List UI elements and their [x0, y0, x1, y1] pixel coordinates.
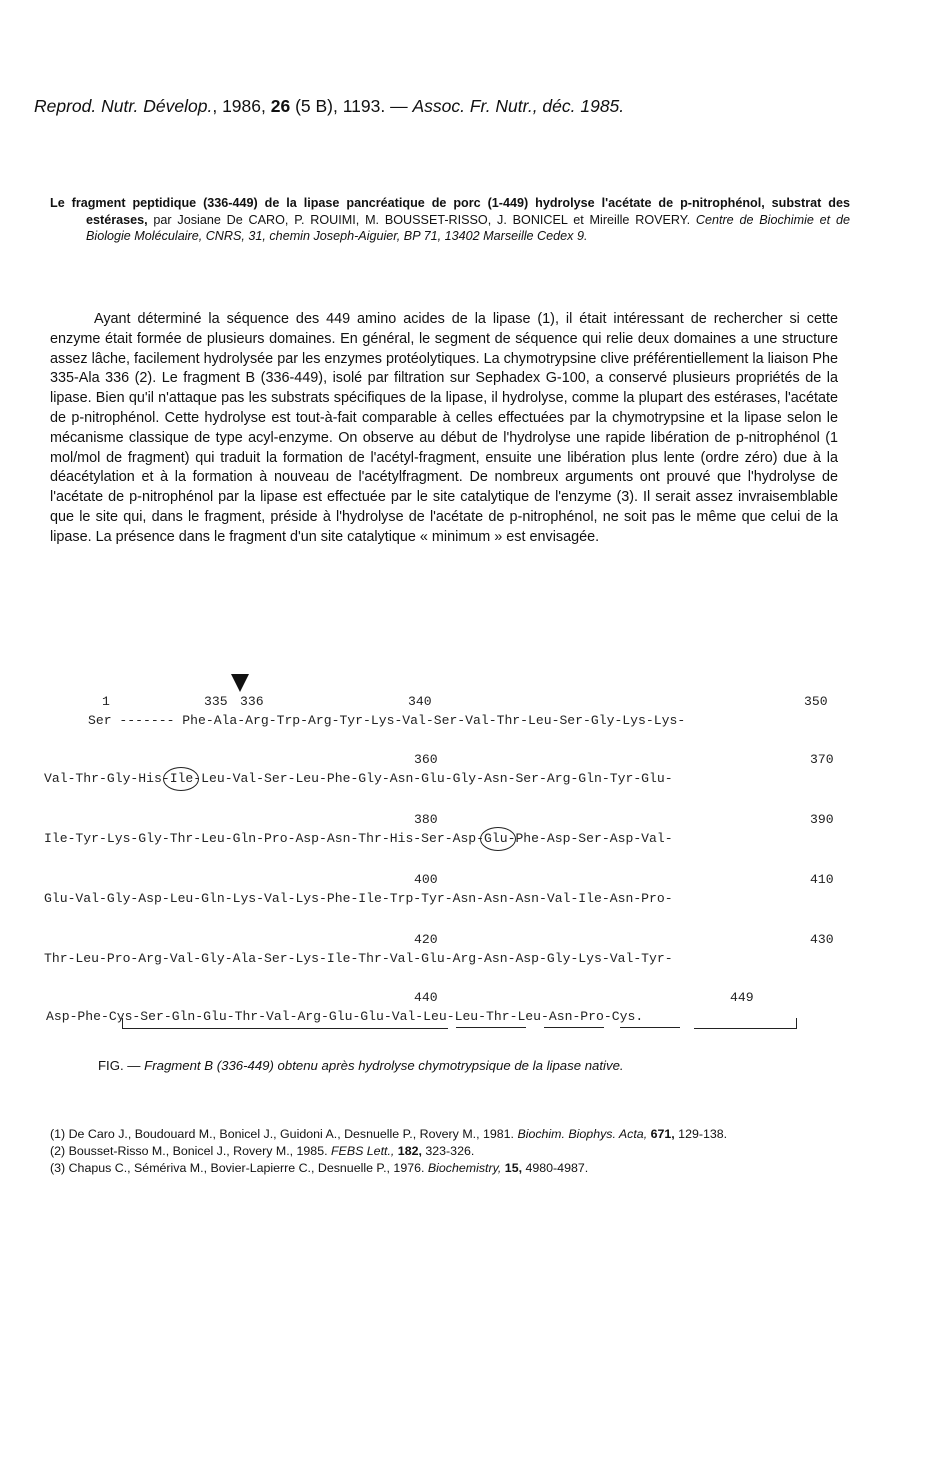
residue-number: 335 — [204, 694, 228, 709]
sequence-line: Asp-Phe-Cys-Ser-Gln-Glu-Thr-Val-Arg-Glu-Glu-Val-Leu-Leu-Thr-Leu-Asn-Pro-Cys. — [46, 1009, 644, 1024]
disulfide-bond-dash — [456, 1027, 526, 1028]
journal-volume: 26 — [270, 96, 291, 116]
sequence-row — [44, 694, 844, 730]
reference-item — [50, 1143, 850, 1160]
abstract-paragraph: Ayant déterminé la séquence des 449 amino acides de la lipase (1), il était intéressant de rechercher si cette enzyme était formée de plusieurs domaines. En général, le segment de séquence qui relie deux domaines a une structure assez lâche, facilement hydrolysée par les enzymes protéolytiques. La chymotrypsine clive préférentiellement la liaison Phe 335-Ala 336 (2). Le fragment B (336-449), isolé par filtration sur Sephadex G-100, a conservé plusieurs propriétés de la lipase. Bien qu'il n'attaque pas les substrats spécifiques de la lipase, il hydrolyse, comme la plupart des estérases, l'acétate de p-nitrophénol. Cette hydrolyse est tout-à-fait comparable à celles effectuées par la chymotrypsine et la lipase selon le mécanisme classique de type acyl-enzyme. On observe au début de l'hydrolyse une rapide libération de p-nitrophénol (1 mol/mol de fragment) qui traduit la formation de l'acétyl-fragment, ensuite une libération plus lente (ordre zéro) due à la déacétylation et à la formation à nouveau de l'acétylfragment. De nombreux arguments ont prouvé que l'hydrolyse de l'acétate de p-nitrophénol par la lipase est effectuée par le site catalytique de l'enzyme (3). Il serait assez invraisemblable que le site qui, dans le fragment, préside à l'hydrolyse de l'acétate de p-nitrophénol, ne soit pas le même que celui de la lipase. La présence dans le fragment d'un site catalytique « minimum » est envisagée. — [50, 311, 838, 545]
reference-source: Biochim. Biophys. Acta, — [517, 1127, 648, 1141]
reference-item — [50, 1160, 850, 1177]
residue-number: 380 — [414, 812, 438, 827]
residue-number: 400 — [414, 872, 438, 887]
sequence-line: Val-Thr-Gly-His-Ile-Leu-Val-Ser-Leu-Phe-Gly-Asn-Glu-Gly-Asn-Ser-Arg-Gln-Tyr-Glu- — [44, 771, 673, 786]
reference-source: FEBS Lett., — [330, 1144, 395, 1158]
article-authors: par Josiane De CARO, P. ROUIMI, M. BOUSSET-RISSO, J. BONICEL et Mireille ROVERY. — [147, 212, 691, 227]
header-sep: , — [212, 96, 223, 116]
reference-authors: Chapus C., Sémériva M., Bovier-Lapierre C., Desnuelle P., 1976. — [68, 1161, 425, 1175]
journal-header — [34, 96, 914, 117]
association-name: Assoc. Fr. Nutr., déc. 1985. — [412, 96, 625, 116]
reference-pages: 4980-4987. — [525, 1161, 589, 1175]
references — [50, 1126, 850, 1177]
reference-item — [50, 1126, 850, 1143]
disulfide-bond-dash — [620, 1027, 680, 1028]
sequence-line: Glu-Val-Gly-Asp-Leu-Gln-Lys-Val-Lys-Phe-Ile-Trp-Tyr-Asn-Asn-Asn-Val-Ile-Asn-Pro- — [44, 891, 673, 906]
residue-number: 440 — [414, 990, 438, 1005]
reference-source: Biochemistry, — [427, 1161, 502, 1175]
residue-number: 420 — [414, 932, 438, 947]
reference-volume: 671, — [650, 1127, 675, 1141]
residue-number: 1 — [102, 694, 110, 709]
residue-number: 360 — [414, 752, 438, 767]
caption-text: Fragment B (336-449) obtenu après hydrolyse chymotrypsique de la lipase native. — [144, 1058, 624, 1073]
residue-number: 340 — [408, 694, 432, 709]
sequence-row — [44, 990, 844, 1026]
reference-authors: De Caro J., Boudouard M., Bonicel J., Guidoni A., Desnuelle P., Rovery M., 1981. — [68, 1127, 514, 1141]
disulfide-bond-dash — [544, 1027, 604, 1028]
residue-number: 390 — [810, 812, 834, 827]
journal-name: Reprod. Nutr. Dévelop. — [34, 96, 213, 116]
journal-issue: (5 B), 1193. — [290, 96, 386, 116]
sequence-line: Thr-Leu-Pro-Arg-Val-Gly-Ala-Ser-Lys-Ile-Thr-Val-Glu-Arg-Asn-Asp-Gly-Lys-Val-Tyr- — [44, 951, 673, 966]
caption-label: FIG. — — [98, 1058, 145, 1073]
residue-number: 410 — [810, 872, 834, 887]
cleavage-arrow-icon — [231, 674, 249, 692]
residue-number: 336 — [240, 694, 264, 709]
header-dash: — — [385, 96, 413, 116]
reference-number: (2) — [50, 1144, 66, 1158]
reference-pages: 323-326. — [425, 1144, 475, 1158]
sequence-row — [44, 752, 844, 788]
histidine-circle — [480, 827, 516, 851]
reference-authors: Bousset-Risso M., Bonicel J., Rovery M., 1985. — [68, 1144, 328, 1158]
sequence-row — [44, 932, 844, 968]
disulfide-bond-right — [694, 1018, 797, 1029]
residue-number: 370 — [810, 752, 834, 767]
sequence-row — [44, 812, 844, 848]
residue-number: 449 — [730, 990, 754, 1005]
abstract-body — [50, 310, 838, 548]
article-title: Le fragment peptidique (336-449) de la lipase pancréatique de porc (1-449) hydrolyse l'acétate de p-nitrophénol, substrat des estérases, — [50, 196, 850, 227]
sequence-row — [44, 872, 844, 908]
reference-volume: 15, — [504, 1161, 523, 1175]
reference-number: (3) — [50, 1161, 66, 1175]
sequence-line: Ser ------- Phe-Ala-Arg-Trp-Arg-Tyr-Lys-Val-Ser-Val-Thr-Leu-Ser-Gly-Lys-Lys- — [88, 713, 686, 728]
reference-pages: 129-138. — [678, 1127, 728, 1141]
header-sep: , — [261, 96, 271, 116]
figure-caption — [98, 1058, 818, 1073]
residue-number: 350 — [804, 694, 828, 709]
reference-volume: 182, — [397, 1144, 422, 1158]
disulfide-bond-left — [122, 1018, 448, 1029]
residue-number: 430 — [810, 932, 834, 947]
article-affiliation: Centre de Biochimie et de Biologie Moléculaire, CNRS, 31, chemin Joseph-Aiguier, BP 71, 13402 Marseille Cedex 9. — [86, 212, 850, 243]
journal-year: 1986 — [222, 96, 261, 116]
article-title-block — [50, 195, 850, 245]
histidine-circle — [163, 767, 199, 791]
sequence-line: Ile-Tyr-Lys-Gly-Thr-Leu-Gln-Pro-Asp-Asn-Thr-His-Ser-Asp-Glu-Phe-Asp-Ser-Asp-Val- — [44, 831, 673, 846]
reference-number: (1) — [50, 1127, 66, 1141]
